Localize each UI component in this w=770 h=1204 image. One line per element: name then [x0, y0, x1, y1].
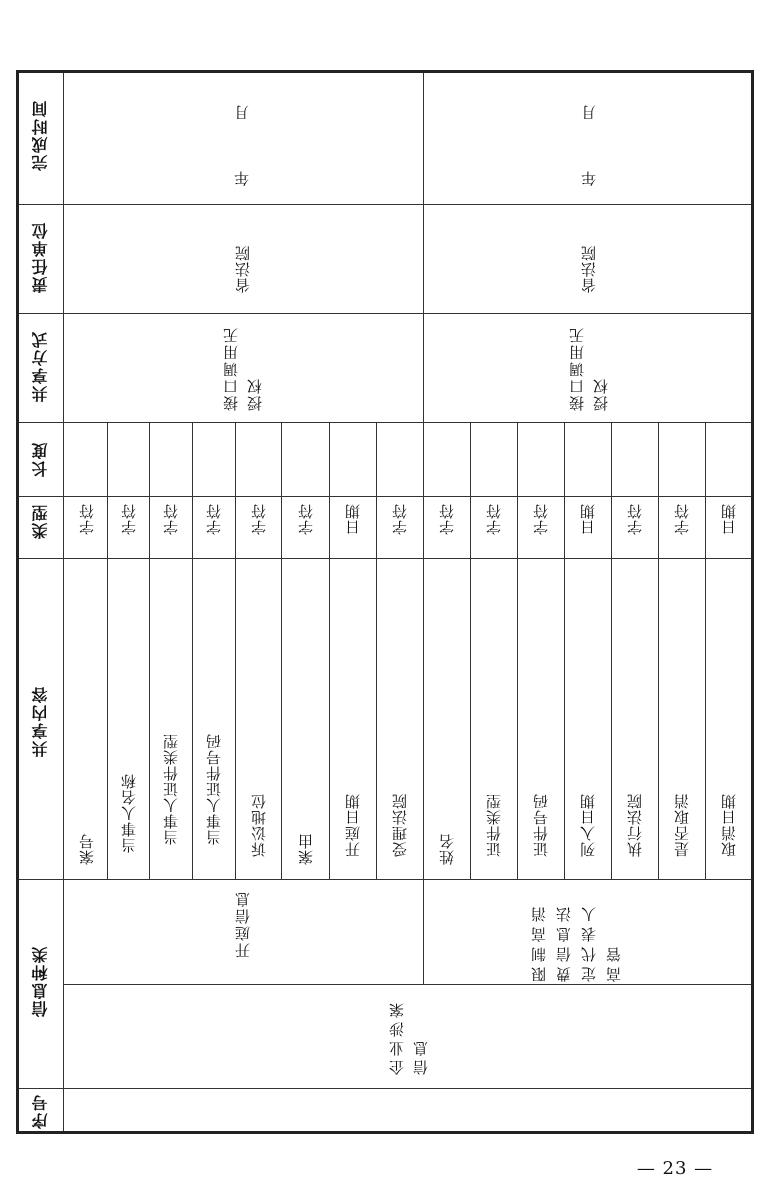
section-2-name: 限制高消费信息法定代表人高管 — [530, 902, 623, 982]
grid-line — [611, 422, 612, 879]
row-content: 姓名 — [438, 833, 456, 865]
grid-line — [19, 558, 751, 559]
grid-line — [376, 422, 377, 879]
grid-line — [192, 422, 193, 879]
row-type: 日期 — [720, 503, 738, 535]
grid-line — [658, 422, 659, 879]
row-content: 当事人证件类型 — [162, 733, 180, 845]
grid-line — [470, 422, 471, 879]
grid-line — [19, 879, 751, 880]
grid-line — [63, 984, 751, 985]
grid-line — [19, 496, 751, 497]
row-type: 字符 — [391, 503, 409, 535]
row-content: 开庭日期 — [344, 793, 362, 857]
section-2-unit: 省法院 — [580, 245, 598, 293]
grid-line — [63, 73, 64, 1131]
row-type: 字符 — [120, 503, 138, 535]
grid-line — [19, 313, 751, 314]
grid-line — [281, 422, 282, 879]
row-type: 字符 — [162, 503, 180, 535]
row-content: 当事人证件号码 — [205, 733, 223, 845]
row-content: 受理法院 — [391, 793, 409, 857]
grid-line — [19, 422, 751, 423]
grid-line — [235, 422, 236, 879]
page-number: — 23 — — [636, 1158, 714, 1179]
row-content: 是否取消 — [673, 793, 691, 857]
section-1-unit: 省法院 — [234, 245, 252, 293]
header-unit: 责任单位 — [31, 221, 50, 293]
group-category: 企业涉案信息 — [388, 999, 430, 1075]
row-type: 字符 — [673, 503, 691, 535]
grid-line — [19, 1088, 751, 1089]
row-type: 字符 — [78, 503, 96, 535]
row-type: 字符 — [438, 503, 456, 535]
row-type: 日期 — [344, 503, 362, 535]
section-2-time: 年 月 — [580, 87, 598, 186]
section-1-method: 接口调用无授权 — [222, 326, 264, 411]
header-length: 长度 — [31, 441, 50, 477]
row-type: 字符 — [297, 503, 315, 535]
header-info-type: 信息种类 — [31, 945, 50, 1017]
row-content: 列入日期 — [579, 793, 597, 857]
row-type: 字符 — [626, 503, 644, 535]
rotated-table — [16, 70, 754, 1134]
grid-line — [329, 422, 330, 879]
header-time: 完成时间 — [31, 99, 50, 171]
section-1-name: 开庭信息 — [234, 890, 252, 958]
row-content: 案号 — [78, 833, 96, 865]
header-method: 共享方式 — [31, 330, 50, 402]
row-content: 证件号码 — [532, 793, 550, 857]
grid-line — [149, 422, 150, 879]
grid-line — [517, 422, 518, 879]
grid-line — [423, 73, 424, 984]
row-content: 取消日期 — [720, 793, 738, 857]
section-1-time: 年 月 — [233, 87, 251, 186]
row-content: 诉讼地位 — [250, 793, 268, 857]
grid-line — [564, 422, 565, 879]
row-type: 字符 — [485, 503, 503, 535]
row-type: 字符 — [205, 503, 223, 535]
header-seq: 序号 — [31, 1093, 50, 1129]
row-content: 证件类型 — [485, 793, 503, 857]
grid-line — [107, 422, 108, 879]
header-content: 共享内容 — [31, 685, 50, 757]
row-type: 字符 — [250, 503, 268, 535]
header-type: 类型 — [31, 503, 50, 539]
row-type: 字符 — [532, 503, 550, 535]
row-content: 当事人名称 — [120, 773, 138, 853]
grid-line — [19, 204, 751, 205]
row-content: 执行法院 — [626, 793, 644, 857]
row-content: 案由 — [297, 833, 315, 865]
grid-line — [705, 422, 706, 879]
section-2-method: 接口调用无授权 — [568, 326, 610, 411]
row-type: 日期 — [579, 503, 597, 535]
